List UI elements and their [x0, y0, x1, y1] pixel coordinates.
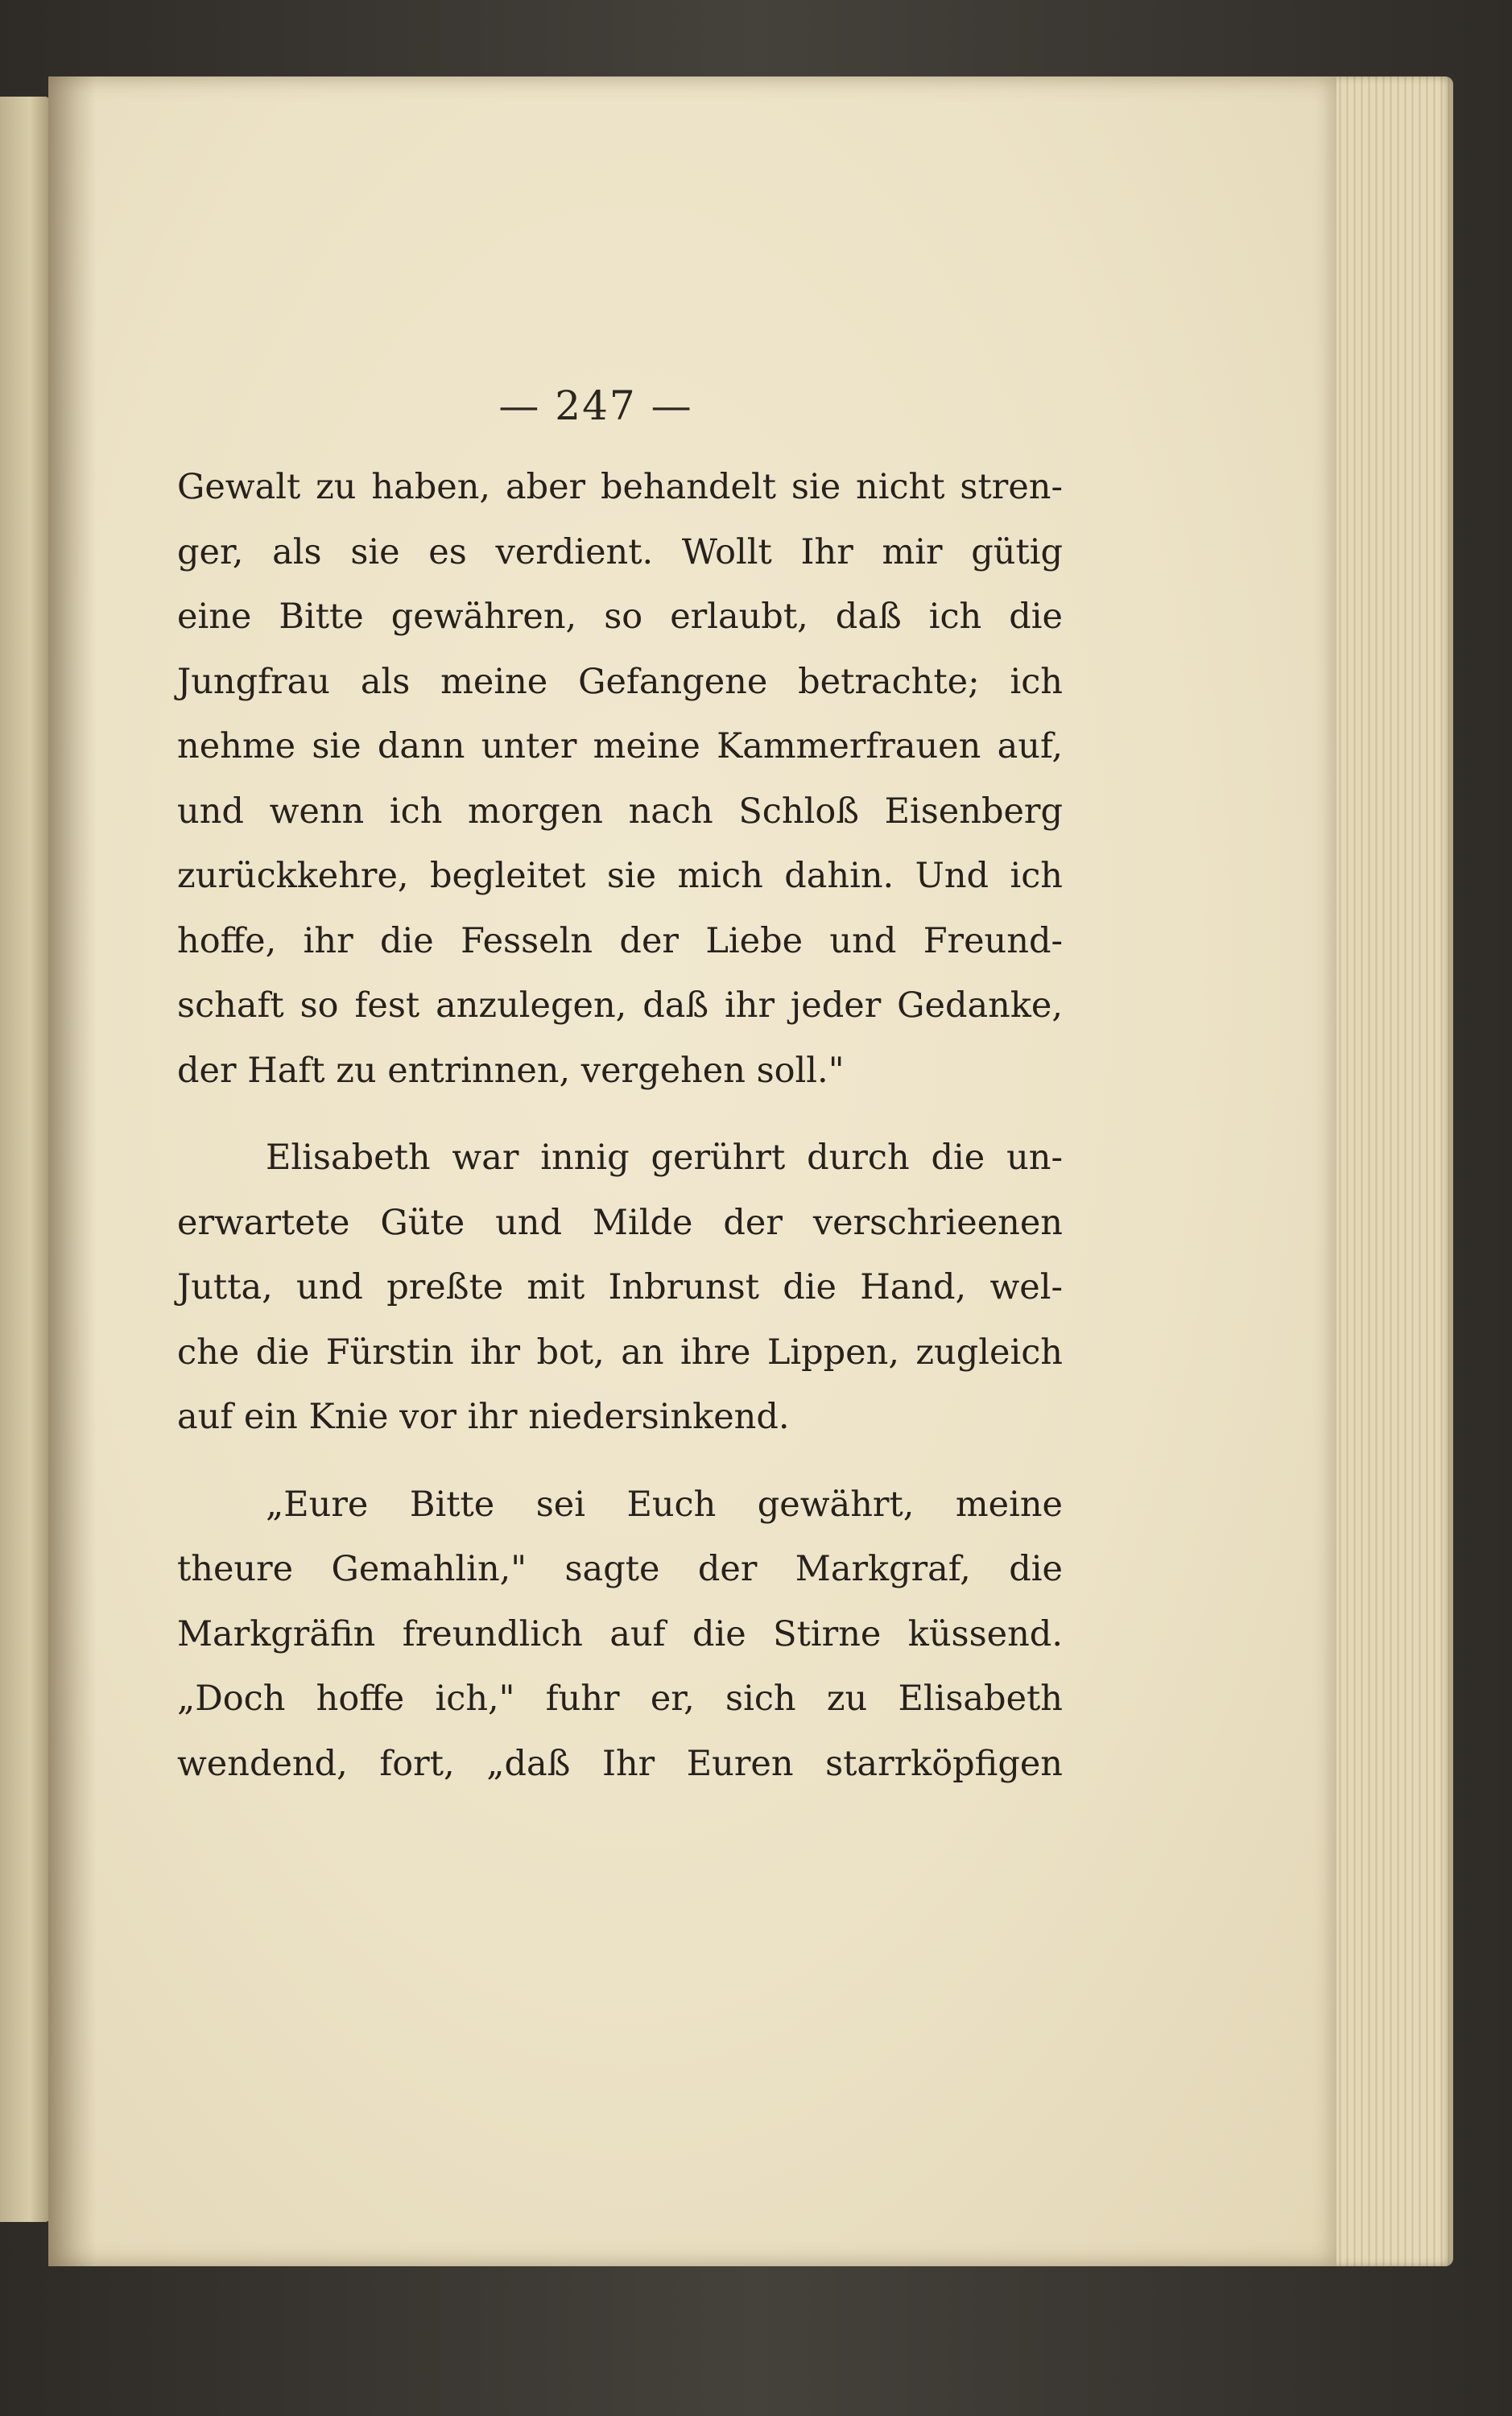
- page-number: — 247 —: [498, 382, 693, 429]
- text-line: schaft so fest anzulegen, daß ihr jeder Gedanke,: [177, 985, 1063, 1026]
- text-line: nehme sie dann unter meine Kammerfrauen auf,: [177, 726, 1063, 766]
- text-line: Elisabeth war innig gerührt durch die un-: [266, 1138, 1063, 1178]
- page-block-edges: [1320, 76, 1453, 2266]
- text-line: der Haft zu entrinnen, vergehen soll.": [177, 1050, 845, 1091]
- body-text: [177, 455, 1063, 1796]
- text-line: Gewalt zu haben, aber behandelt sie nicht stren-: [177, 467, 1063, 507]
- text-line: eine Bitte gewähren, so erlaubt, daß ich die: [177, 597, 1063, 637]
- text-line: wendend, fort, „daß Ihr Euren starrköpfigen: [177, 1743, 1063, 1784]
- text-line: „Doch hoffe ich," fuhr er, sich zu Elisabeth: [177, 1679, 1063, 1719]
- text-line: Markgräfin freundlich auf die Stirne küssend.: [177, 1613, 1063, 1654]
- text-line: hoffe, ihr die Fesseln der Liebe und Freund-: [177, 920, 1063, 961]
- text-line: erwartete Güte und Milde der verschrieenen: [177, 1202, 1063, 1243]
- text-line: che die Fürstin ihr bot, an ihre Lippen, zugleich: [177, 1332, 1063, 1373]
- text-line: ger, als sie es verdient. Wollt Ihr mir gütig: [177, 531, 1063, 572]
- paragraph-spacer: [177, 1103, 1063, 1125]
- text-line: theure Gemahlin," sagte der Markgraf, die: [177, 1549, 1063, 1589]
- facing-page-edge: [0, 97, 50, 2222]
- paragraph: [177, 455, 1063, 1103]
- text-line: Jungfrau als meine Gefangene betrachte; ich: [177, 661, 1063, 702]
- text-line: zurückkehre, begleitet sie mich dahin. Und ich: [177, 856, 1063, 896]
- paragraph: [177, 1472, 1063, 1797]
- text-line: und wenn ich morgen nach Schloß Eisenberg: [177, 791, 1063, 832]
- paragraph-spacer: [177, 1450, 1063, 1472]
- paragraph: [177, 1125, 1063, 1450]
- gutter-shadow: [48, 76, 97, 2266]
- text-line: auf ein Knie vor ihr niedersinkend.: [177, 1397, 790, 1437]
- text-line: Jutta, und preßte mit Inbrunst die Hand, wel-: [177, 1267, 1063, 1307]
- text-line: „Eure Bitte sei Euch gewährt, meine: [266, 1484, 1063, 1525]
